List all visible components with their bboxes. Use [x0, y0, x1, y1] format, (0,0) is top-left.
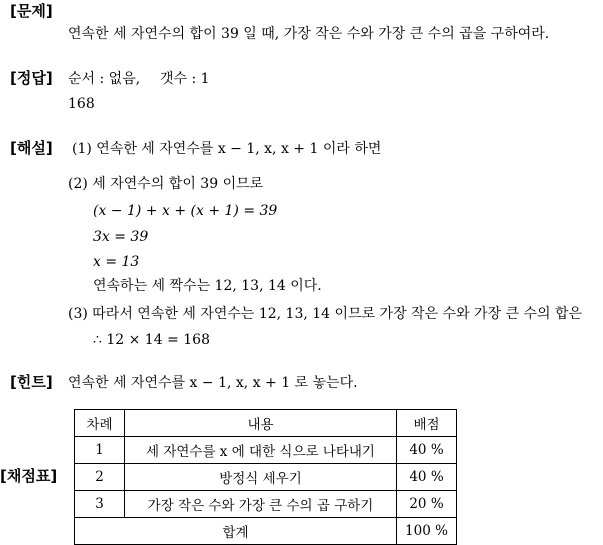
answer-label: [정답] [10, 69, 53, 87]
total-score: 100 % [397, 518, 457, 545]
row-content: 가장 작은 수와 가장 큰 수의 곱 구하기 [125, 491, 397, 518]
table-row [75, 491, 457, 518]
solution-step2: (2) 세 자연수의 합이 39 이므로 [68, 176, 264, 192]
solution-final: ∴ 12 × 14 = 168 [93, 332, 210, 348]
solution-equation-2: 3x = 39 [93, 229, 149, 245]
row-content: 방정식 세우기 [125, 464, 397, 491]
row-order: 2 [75, 464, 125, 491]
header-score: 배점 [397, 410, 457, 437]
hint-text: 연속한 세 자연수를 x − 1, x, x + 1 로 놓는다. [68, 375, 358, 391]
problem-text: 연속한 세 자연수의 합이 39 일 때, 가장 작은 수와 가장 큰 수의 곱을 구하여라. [68, 26, 550, 42]
table-row [75, 437, 457, 464]
row-order: 1 [75, 437, 125, 464]
hint-label: [힌트] [10, 373, 53, 391]
row-order: 3 [75, 491, 125, 518]
grading-label: [채점표] [0, 467, 58, 485]
problem-label: [문제] [10, 2, 53, 20]
header-content: 내용 [125, 410, 397, 437]
total-label: 합계 [75, 518, 397, 545]
grading-header-row [75, 410, 457, 437]
row-score: 20 % [397, 491, 457, 518]
grading-table [74, 409, 457, 545]
solution-step3: (3) 따라서 연속한 세 자연수는 12, 13, 14 이므로 가장 작은 수와 가장 큰 수의 합은 [68, 306, 583, 322]
solution-equation-3: x = 13 [93, 254, 140, 270]
row-content: 세 자연수를 x 에 대한 식으로 나타내기 [125, 437, 397, 464]
answer-order: 순서 : 없음, [68, 71, 141, 87]
table-row [75, 464, 457, 491]
solution-conclusion: 연속하는 세 짝수는 12, 13, 14 이다. [93, 278, 322, 294]
answer-count: 갯수 : 1 [160, 71, 210, 87]
row-score: 40 % [397, 464, 457, 491]
solution-equation-1: (x − 1) + x + (x + 1) = 39 [93, 203, 278, 219]
answer-value: 168 [68, 96, 95, 112]
row-score: 40 % [397, 437, 457, 464]
solution-step1: (1) 연속한 세 자연수를 x − 1, x, x + 1 이라 하면 [72, 141, 382, 157]
solution-label: [해설] [10, 139, 53, 157]
header-order: 차례 [75, 410, 125, 437]
grading-total-row [75, 518, 457, 545]
